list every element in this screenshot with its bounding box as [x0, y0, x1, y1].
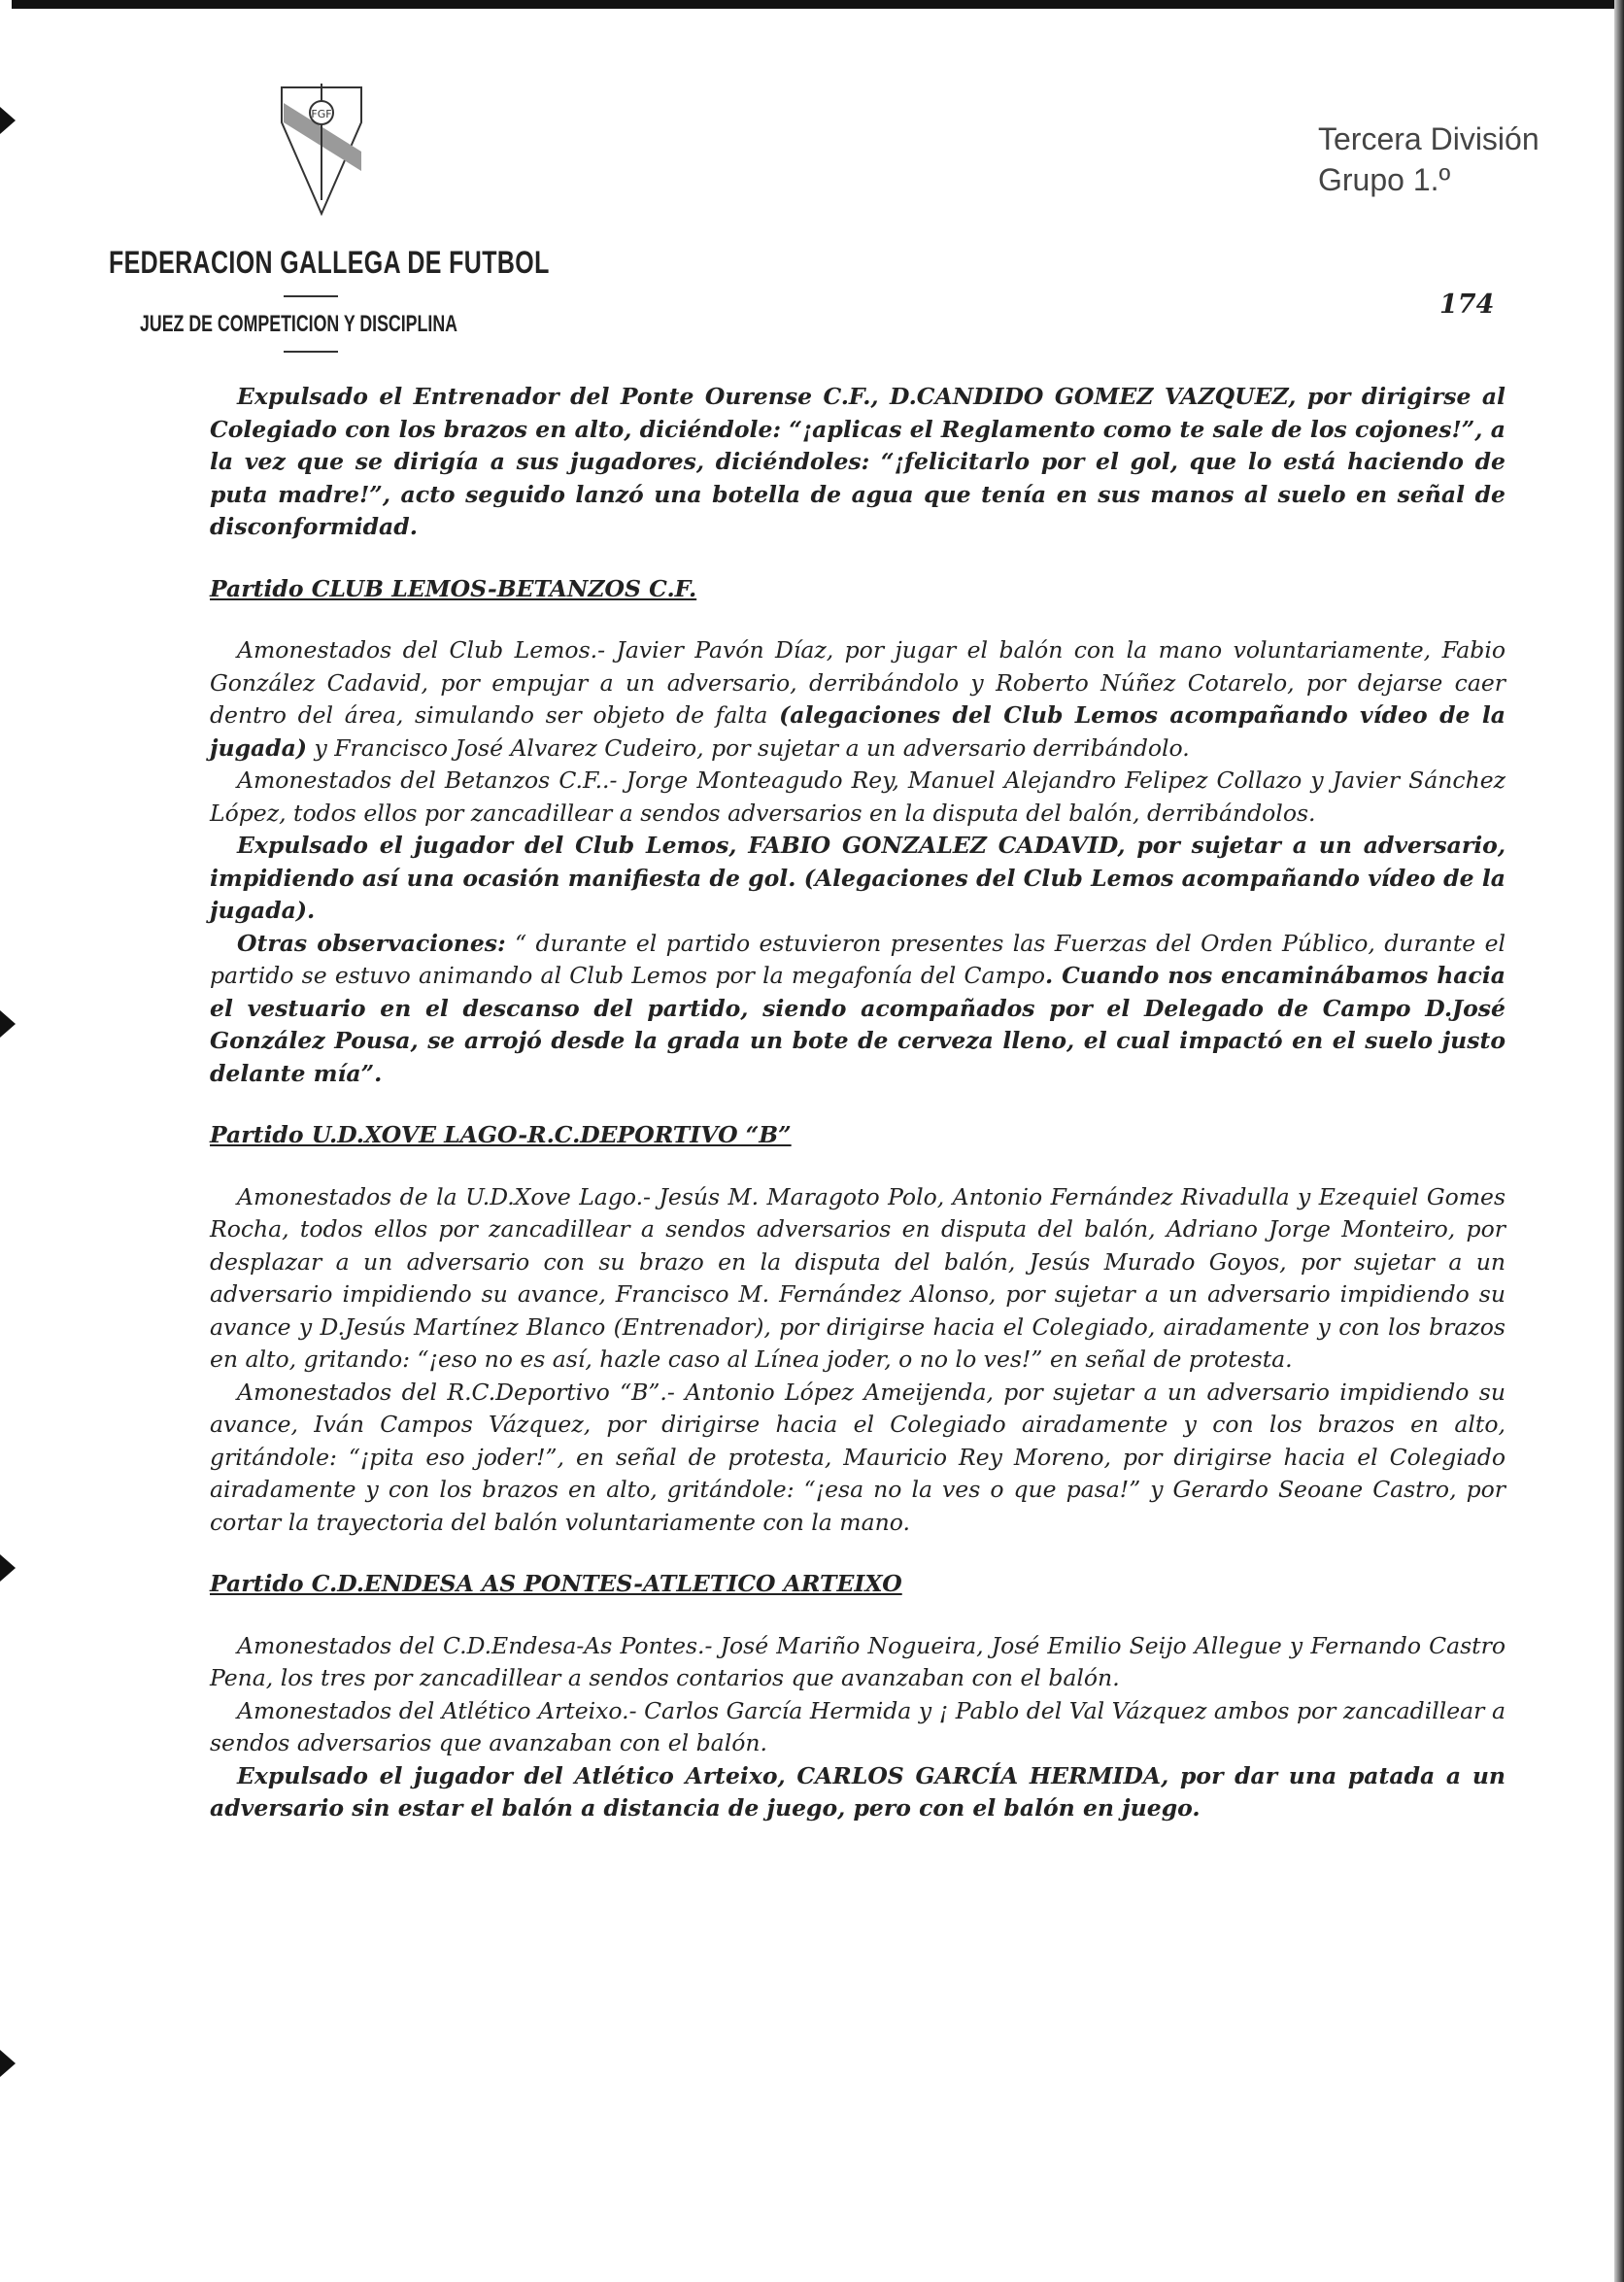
match-heading: Partido U.D.XOVE LAGO-R.C.DEPORTIVO “B” — [210, 1121, 792, 1148]
scan-edge-top — [0, 0, 1624, 9]
match-section — [210, 1119, 1506, 1539]
svg-text:FGF: FGF — [311, 108, 332, 120]
bold-text-run: (alegaciones del Club Lemos acompañando vídeo de la jugada) — [210, 701, 1506, 762]
text-run: “ durante el partido estuvieron presentes las Fuerzas del Orden Público, durante el partido se estuvo animando al Club Lemos por la megafonía del Campo — [210, 929, 1506, 989]
bold-text-run: . Cuando nos encaminábamos hacia el vestuario en el descanso del partido, siendo acompañados por el Delegado de Campo D.José González Pousa, se arrojó desde la grada un bote de cerveza lleno, el cual impactó en el suelo justo delante mía”. — [210, 962, 1506, 1087]
paragraph — [210, 1695, 1506, 1760]
bold-text-run: Expulsado el jugador del Club Lemos, FABIO GONZALEZ CADAVID, por sujetar a un adversario, impidiendo así una ocasión manifiesta de gol. (Alegaciones del Club Lemos acompañando vídeo de la jugada). — [210, 832, 1506, 924]
intro-paragraph — [210, 381, 1506, 544]
paragraph — [210, 928, 1506, 1091]
bold-text-run: Expulsado el jugador del Atlético Arteixo, CARLOS GARCÍA HERMIDA, por dar una patada a un adversario sin estar el balón a distancia de juego, pero con el balón en juego. — [210, 1761, 1506, 1822]
text-run: Amonestados del C.D.Endesa-As Pontes.- José Mariño Nogueira, José Emilio Seijo Allegue y Fernando Castro Pena, los tres por zancadillear a sendos contarios que avanzaban con el balón. — [210, 1631, 1506, 1691]
group-label: Grupo 1.º — [1318, 162, 1451, 197]
paragraph — [210, 1377, 1506, 1540]
match-heading: Partido CLUB LEMOS-BETANZOS C.F. — [210, 574, 697, 602]
text-run: y Francisco José Alvarez Cudeiro, por sujetar a un adversario derribándolo. — [307, 733, 1190, 762]
match-heading: Partido C.D.ENDESA AS PONTES-ATLETICO ARTEIXO — [210, 1570, 902, 1597]
bold-text-run: Expulsado el Entrenador del Ponte Ourense C.F., D.CANDIDO GOMEZ VAZQUEZ, por dirigirse al Colegiado con los brazos en alto, diciéndole: “¡aplicas el Reglamento como te sale de los cojones!”, a la vez que se dirigía a sus jugadores, diciéndoles: “¡felicitarlo por el gol, que lo está haciendo de puta madre!”, acto seguido lanzó una botella de agua que tenía en sus manos al suelo en señal de disconformidad. — [210, 383, 1506, 540]
scan-tear — [0, 1010, 16, 1038]
document-body — [210, 381, 1506, 1825]
committee-name: JUEZ DE COMPETICION Y DISCIPLINA — [140, 311, 457, 337]
federation-name: FEDERACION GALLEGA DE FUTBOL — [109, 245, 550, 280]
division-label: Tercera División — [1318, 121, 1539, 156]
paragraph — [210, 1760, 1506, 1825]
text-run: Amonestados del Club Lemos.- Javier Pavón Díaz, por jugar el balón con la mano voluntariamente, Fabio González Cadavid, por empujar a un adversario, derribándolo y Roberto Núñez Cotarelo, por dejarse caer dentro del área, simulando ser objeto de falta — [210, 636, 1506, 729]
page-number: 174 — [1439, 290, 1495, 320]
text-run: Amonestados del Betanzos C.F..- Jorge Monteagudo Rey, Manuel Alejandro Felipez Collazo y Javier Sánchez López, todos ellos por zancadillear a sendos adversarios en la disputa del balón, derribándolos. — [210, 766, 1506, 827]
scan-tear — [0, 107, 16, 134]
match-section — [210, 1568, 1506, 1825]
text-run: Amonestados de la U.D.Xove Lago.- Jesús M. Maragoto Polo, Antonio Fernández Rivadulla y Ezequiel Gomes Rocha, todos ellos por zancadillear a sendos adversarios en disputa del balón, Adriano Jorge Monteiro, por desplazar a un adversario con su brazo en la disputa del balón, Jesús Murado Goyos, por sujetar a un adversario impidiendo su avance, Francisco M. Fernández Alonso, por sujetar a un adversario impidiendo su avance y D.Jesús Martínez Blanco (Entrenador), por dirigirse hacia el Colegiado, airadamente y con los brazos en alto, gritando: “¡eso no es así, hazle caso al Línea joder, o no lo ves!” en señal de protesta. — [210, 1182, 1506, 1373]
paragraph — [210, 1181, 1506, 1377]
paragraph — [210, 830, 1506, 928]
text-run: Amonestados del Atlético Arteixo.- Carlos García Hermida y ¡ Pablo del Val Vázquez ambos por zancadillear a sendos adversarios que avanzaban con el balón. — [210, 1696, 1506, 1756]
scan-edge-left — [0, 0, 12, 2282]
divider — [284, 295, 338, 297]
division-info — [1318, 119, 1539, 200]
match-section — [210, 573, 1506, 1091]
paragraph — [210, 765, 1506, 830]
paragraph — [210, 1630, 1506, 1695]
scan-tear — [0, 1554, 16, 1582]
paragraph — [210, 634, 1506, 765]
divider — [284, 351, 338, 353]
scan-edge-right — [1614, 0, 1624, 2282]
scan-tear — [0, 2050, 16, 2077]
bold-text-run: Otras observaciones: — [237, 929, 506, 957]
text-run: Amonestados del R.C.Deportivo “B”.- Antonio López Ameijenda, por sujetar a un adversario impidiendo su avance, Iván Campos Vázquez, por dirigirse hacia el Colegiado airadamente y con los brazos en alto, gritándole: “¡pita eso joder!”, en señal de protesta, Mauricio Rey Moreno, por dirigirse hacia el Colegiado airadamente y con los brazos en alto, gritándole: “¡esa no la ves o que pasa!” y Gerardo Seoane Castro, por cortar la trayectoria del balón voluntariamente con la mano. — [210, 1378, 1506, 1536]
federation-logo — [280, 84, 363, 216]
